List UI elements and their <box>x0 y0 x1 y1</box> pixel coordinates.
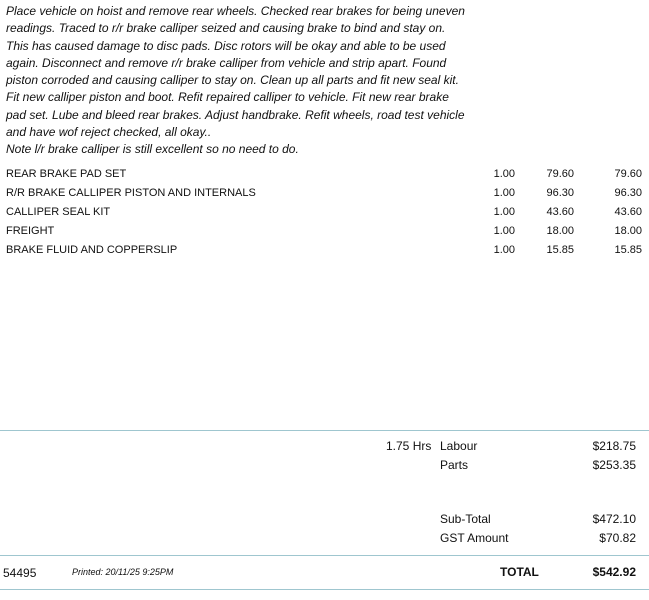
labour-amount: $218.75 <box>592 439 636 453</box>
summary-top-divider <box>0 430 649 431</box>
item-qty: 1.00 <box>493 206 515 218</box>
gst-label: GST Amount <box>440 531 509 545</box>
item-description: R/R BRAKE CALLIPER PISTON AND INTERNALS <box>6 187 256 199</box>
note-line: This has caused damage to disc pads. Disc rotors will be okay and able to be used <box>6 38 446 53</box>
invoice-number: 54495 <box>3 566 37 580</box>
item-unit-price: 79.60 <box>546 168 574 180</box>
note-line: piston corroded and causing calliper to stay on. Clean up all parts and fit new seal kit. <box>6 73 459 88</box>
note-line: readings. Traced to r/r brake calliper seized and causing brake to bind and stay on. <box>6 21 446 36</box>
job-notes <box>6 3 506 159</box>
item-unit-price: 15.85 <box>546 244 574 256</box>
item-total: 18.00 <box>614 225 642 237</box>
item-qty: 1.00 <box>493 187 515 199</box>
total-amount: $542.92 <box>592 565 636 579</box>
item-qty: 1.00 <box>493 225 515 237</box>
note-line: Place vehicle on hoist and remove rear wheels. Checked rear brakes for being uneven <box>6 4 465 18</box>
item-description: CALLIPER SEAL KIT <box>6 206 111 218</box>
subtotal-label: Sub-Total <box>440 512 491 526</box>
note-line: and have wof reject checked, all okay.. <box>6 125 212 140</box>
note-line: Note l/r brake calliper is still excellent so no need to do. <box>6 142 299 157</box>
item-total: 43.60 <box>614 206 642 218</box>
list-item <box>6 222 646 241</box>
item-qty: 1.00 <box>493 244 515 256</box>
list-item <box>6 184 646 203</box>
list-item <box>6 241 646 260</box>
item-unit-price: 96.30 <box>546 187 574 199</box>
printed-timestamp: Printed: 20/11/25 9:25PM <box>72 567 174 577</box>
note-line: again. Disconnect and remove r/r brake calliper from vehicle and strip apart. Found <box>6 55 447 70</box>
labour-hours: 1.75 Hrs <box>386 439 432 453</box>
footer-bottom-divider <box>0 589 649 590</box>
total-label: TOTAL <box>500 565 539 579</box>
parts-amount: $253.35 <box>592 458 636 472</box>
parts-label: Parts <box>440 458 469 472</box>
footer-top-divider <box>0 555 649 556</box>
note-line: Fit new calliper piston and boot. Refit repaired calliper to vehicle. Fit new rear brake <box>6 90 449 105</box>
list-item <box>6 165 646 184</box>
item-unit-price: 18.00 <box>546 225 574 237</box>
list-item <box>6 203 646 222</box>
item-unit-price: 43.60 <box>546 206 574 218</box>
item-description: FREIGHT <box>6 225 55 237</box>
subtotal-amount: $472.10 <box>592 512 636 526</box>
item-description: REAR BRAKE PAD SET <box>6 168 127 180</box>
item-total: 15.85 <box>614 244 642 256</box>
note-line: pad set. Lube and bleed rear brakes. Adjust handbrake. Refit wheels, road test vehicle <box>6 107 465 122</box>
labour-label: Labour <box>440 439 478 453</box>
item-total: 79.60 <box>614 168 642 180</box>
item-description: BRAKE FLUID AND COPPERSLIP <box>6 244 178 256</box>
gst-amount: $70.82 <box>599 531 636 545</box>
item-total: 96.30 <box>614 187 642 199</box>
parts-list <box>6 165 646 260</box>
item-qty: 1.00 <box>493 168 515 180</box>
